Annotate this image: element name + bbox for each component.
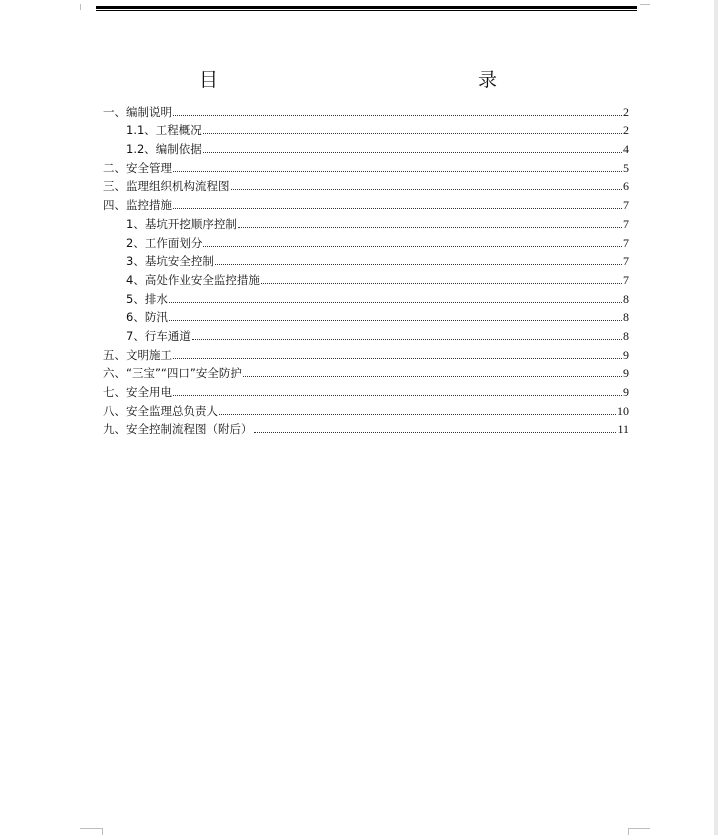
toc-dot-leader <box>231 188 623 190</box>
toc-entry-label: 7、行车通道 <box>126 328 191 343</box>
toc-entry-label: 1.2、编制依据 <box>126 142 202 157</box>
toc-entry-label: 6、防汛 <box>126 310 168 325</box>
toc-dot-leader <box>215 263 622 265</box>
toc-dot-leader <box>173 357 622 359</box>
toc-entry[interactable] <box>103 306 629 325</box>
toc-entry-page: 7 <box>623 254 629 269</box>
toc-entry-page: 8 <box>623 328 629 343</box>
toc-entry-page: 11 <box>617 422 629 437</box>
toc-entry[interactable] <box>103 343 629 362</box>
toc-entry-label: 2、工作面划分 <box>126 235 203 250</box>
toc-dot-leader <box>173 394 622 396</box>
toc-dot-leader <box>238 226 622 228</box>
toc-entry-label: 五、文明施工 <box>103 347 172 362</box>
toc-entry-page: 10 <box>617 403 629 418</box>
toc-entry[interactable] <box>103 362 629 381</box>
toc-entry[interactable] <box>103 212 629 231</box>
toc-entry[interactable] <box>103 231 629 250</box>
crop-mark <box>640 4 650 5</box>
toc-entry-label: 5、排水 <box>126 291 168 306</box>
crop-mark <box>102 828 103 835</box>
crop-mark <box>628 828 650 829</box>
toc-entry[interactable] <box>103 380 629 399</box>
toc-entry-page: 9 <box>623 366 629 381</box>
toc-entry[interactable] <box>103 137 629 156</box>
toc-entry-page: 2 <box>623 123 629 138</box>
toc-dot-leader <box>169 301 622 303</box>
toc-entry[interactable] <box>103 119 629 138</box>
toc-entry-page: 6 <box>623 179 629 194</box>
toc-dot-leader <box>173 207 622 209</box>
toc-entry-label: 1.1、工程概况 <box>126 123 202 138</box>
crop-mark <box>628 828 629 835</box>
toc-entry-label: 六、“三宝”“四口”安全防护 <box>103 366 242 381</box>
toc-entry-page: 8 <box>623 310 629 325</box>
toc-entry-page: 7 <box>623 198 629 213</box>
toc-entry-label: 二、安全管理 <box>103 160 172 175</box>
toc-dot-leader <box>203 132 622 134</box>
toc-entry-page: 2 <box>623 104 629 119</box>
toc-entry-label: 3、基坑安全控制 <box>126 254 214 269</box>
toc-dot-leader <box>192 338 622 340</box>
toc-dot-leader <box>173 170 622 172</box>
toc-entry[interactable] <box>103 193 629 212</box>
toc-entry-label: 七、安全用电 <box>103 385 172 399</box>
toc-entry[interactable] <box>103 324 629 343</box>
toc-entry[interactable] <box>103 100 629 119</box>
table-of-contents <box>103 100 629 436</box>
header-rule <box>96 6 637 9</box>
crop-mark <box>80 828 102 829</box>
toc-entry-label: 三、监理组织机构流程图 <box>103 179 230 194</box>
toc-entry[interactable] <box>103 250 629 269</box>
toc-dot-leader <box>203 245 622 247</box>
toc-entry[interactable] <box>103 399 629 418</box>
header-rule-thin <box>96 10 637 11</box>
toc-entry-label: 四、监控措施 <box>103 198 172 213</box>
toc-entry-page: 8 <box>623 291 629 306</box>
toc-dot-leader <box>243 375 622 377</box>
toc-entry-page: 7 <box>623 272 629 287</box>
toc-entry[interactable] <box>103 287 629 306</box>
toc-entry-page: 7 <box>623 235 629 250</box>
toc-entry-label: 4、高处作业安全监控措施 <box>126 272 260 287</box>
toc-dot-leader <box>203 151 622 153</box>
toc-dot-leader <box>219 413 616 415</box>
toc-entry[interactable] <box>103 268 629 287</box>
toc-entry-label: 九、安全控制流程图（附后） <box>103 422 253 437</box>
toc-dot-leader <box>173 114 622 116</box>
toc-entry[interactable] <box>103 175 629 194</box>
toc-entry-page: 9 <box>623 385 629 399</box>
toc-entry-page: 4 <box>623 142 629 157</box>
toc-entry-page: 5 <box>623 160 629 175</box>
toc-entry-page: 7 <box>623 216 629 231</box>
toc-dot-leader <box>254 431 617 433</box>
toc-entry-page: 9 <box>623 347 629 362</box>
toc-entry-label: 一、编制说明 <box>103 104 172 119</box>
toc-entry[interactable] <box>103 156 629 175</box>
toc-dot-leader <box>169 319 622 321</box>
toc-dot-leader <box>261 282 622 284</box>
crop-mark <box>80 4 81 10</box>
toc-title: 目 录 <box>198 69 571 91</box>
page-gutter <box>714 0 718 835</box>
toc-entry[interactable] <box>103 418 629 437</box>
toc-entry-label: 1、基坑开挖顺序控制 <box>126 216 237 231</box>
toc-entry-label: 八、安全监理总负责人 <box>103 403 218 418</box>
